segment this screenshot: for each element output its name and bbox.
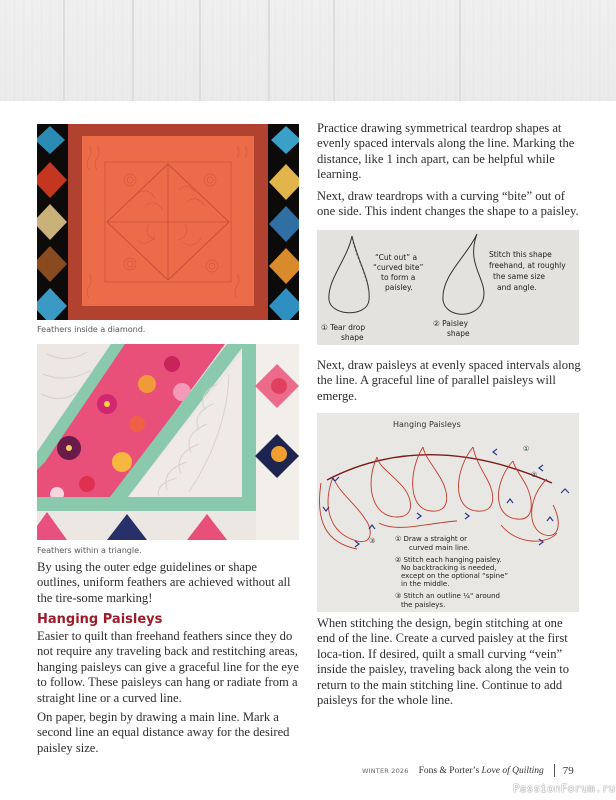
svg-text:Hanging Paisleys: Hanging Paisleys <box>393 420 461 429</box>
plank-divider <box>333 0 335 101</box>
body-paragraph: By using the outer edge guidelines or shape outlines, uniform feathers are achieved without all the tire-some marking! <box>37 560 291 605</box>
svg-text:③: ③ <box>369 537 376 545</box>
quilt-diamond-image <box>37 124 299 320</box>
quilt-photo-diamond <box>37 124 299 320</box>
svg-text:shape: shape <box>341 333 364 342</box>
svg-text:except on the optional “spine”: except on the optional “spine” <box>401 572 509 580</box>
plank-divider <box>459 0 461 101</box>
diagram-1-handwriting <box>321 250 566 342</box>
photo-caption-diamond: Feathers inside a diamond. <box>37 324 146 334</box>
issue-season: WINTER 2026 <box>362 766 409 775</box>
teardrop-paisley-diagram <box>317 230 579 345</box>
svg-text:① Tear drop: ① Tear drop <box>321 323 366 332</box>
svg-text:paisley.: paisley. <box>385 283 413 292</box>
svg-text:③ Stitch an outline ¼" around: ③ Stitch an outline ¼" around <box>395 592 501 600</box>
teardrop-sketch <box>317 230 579 345</box>
page-number: 79 <box>562 764 574 777</box>
svg-text:freehand, at roughly: freehand, at roughly <box>489 261 566 270</box>
magazine-prefix: Fons & Porter’s <box>418 765 482 776</box>
body-paragraph: On paper, begin by drawing a main line. Mark a second line an equal distance away for the desired paisley size. <box>37 710 290 755</box>
body-paragraph: Practice drawing symmetrical teardrop shapes at evenly spaced intervals along the line. Marking the distance, like 1 inch apart, can be helpful while learning. <box>317 121 575 182</box>
svg-text:② Paisley: ② Paisley <box>433 319 469 328</box>
svg-text:②: ② <box>531 471 538 479</box>
wood-header-banner <box>0 0 616 101</box>
body-paragraph: Next, draw paisleys at evenly spaced intervals along the line. A graceful line of parallel paisleys will emerge. <box>317 358 581 403</box>
footer-divider <box>554 764 555 777</box>
body-paragraph: Easier to quilt than freehand feathers since they do not require any traveling back and restitching areas, hanging paisleys can give a graceful line for the eye to follow. These paisleys can hang or radiate from a straight line or a curved line. <box>37 629 299 705</box>
hanging-paisleys-diagram <box>317 413 579 612</box>
plank-divider <box>132 0 134 101</box>
svg-text:No backtracking is needed,: No backtracking is needed, <box>401 564 497 572</box>
svg-text:shape: shape <box>447 329 470 338</box>
quilt-photo-triangle <box>37 344 299 540</box>
plank-divider <box>199 0 201 101</box>
svg-text:the paisleys.: the paisleys. <box>401 601 446 609</box>
svg-text:the same size: the same size <box>493 272 546 281</box>
quilt-triangle-image <box>37 344 299 540</box>
photo-caption-triangle: Feathers within a triangle. <box>37 545 142 555</box>
svg-text:in the middle.: in the middle. <box>401 580 450 588</box>
svg-text:curved main line.: curved main line. <box>409 544 470 552</box>
section-heading: Hanging Paisleys <box>37 612 163 627</box>
diagram-2-steps <box>395 535 508 609</box>
plank-divider <box>268 0 270 101</box>
svg-text:①: ① <box>523 445 530 453</box>
page-footer <box>362 764 574 777</box>
plank-divider <box>63 0 65 101</box>
magazine-name <box>419 766 544 776</box>
watermark: PassionForum.ru <box>513 782 616 795</box>
svg-text:to form a: to form a <box>381 273 416 282</box>
magazine-title: Love of Quilting <box>481 765 544 776</box>
svg-text:“Cut out” a: “Cut out” a <box>375 253 418 262</box>
svg-text:and angle.: and angle. <box>497 283 537 292</box>
svg-text:① Draw a straight or: ① Draw a straight or <box>395 535 468 543</box>
body-paragraph: When stitching the design, begin stitching at one end of the line. Create a curved paisley at the first loca-tion. If desired, quilt a small curving “vein” inside the paisley, traveling back along the vein to return to the main stitching line. Continue to add paisleys for the whole line. <box>317 616 570 708</box>
svg-text:② Stitch each hanging paisley.: ② Stitch each hanging paisley. <box>395 556 502 564</box>
svg-text:“curved bite”: “curved bite” <box>373 263 424 272</box>
svg-text:Stitch this shape: Stitch this shape <box>489 250 552 259</box>
hanging-paisleys-sketch <box>317 413 579 612</box>
body-paragraph: Next, draw teardrops with a curving “bite” out of one side. This indent changes the shape to a paisley. <box>317 189 579 219</box>
